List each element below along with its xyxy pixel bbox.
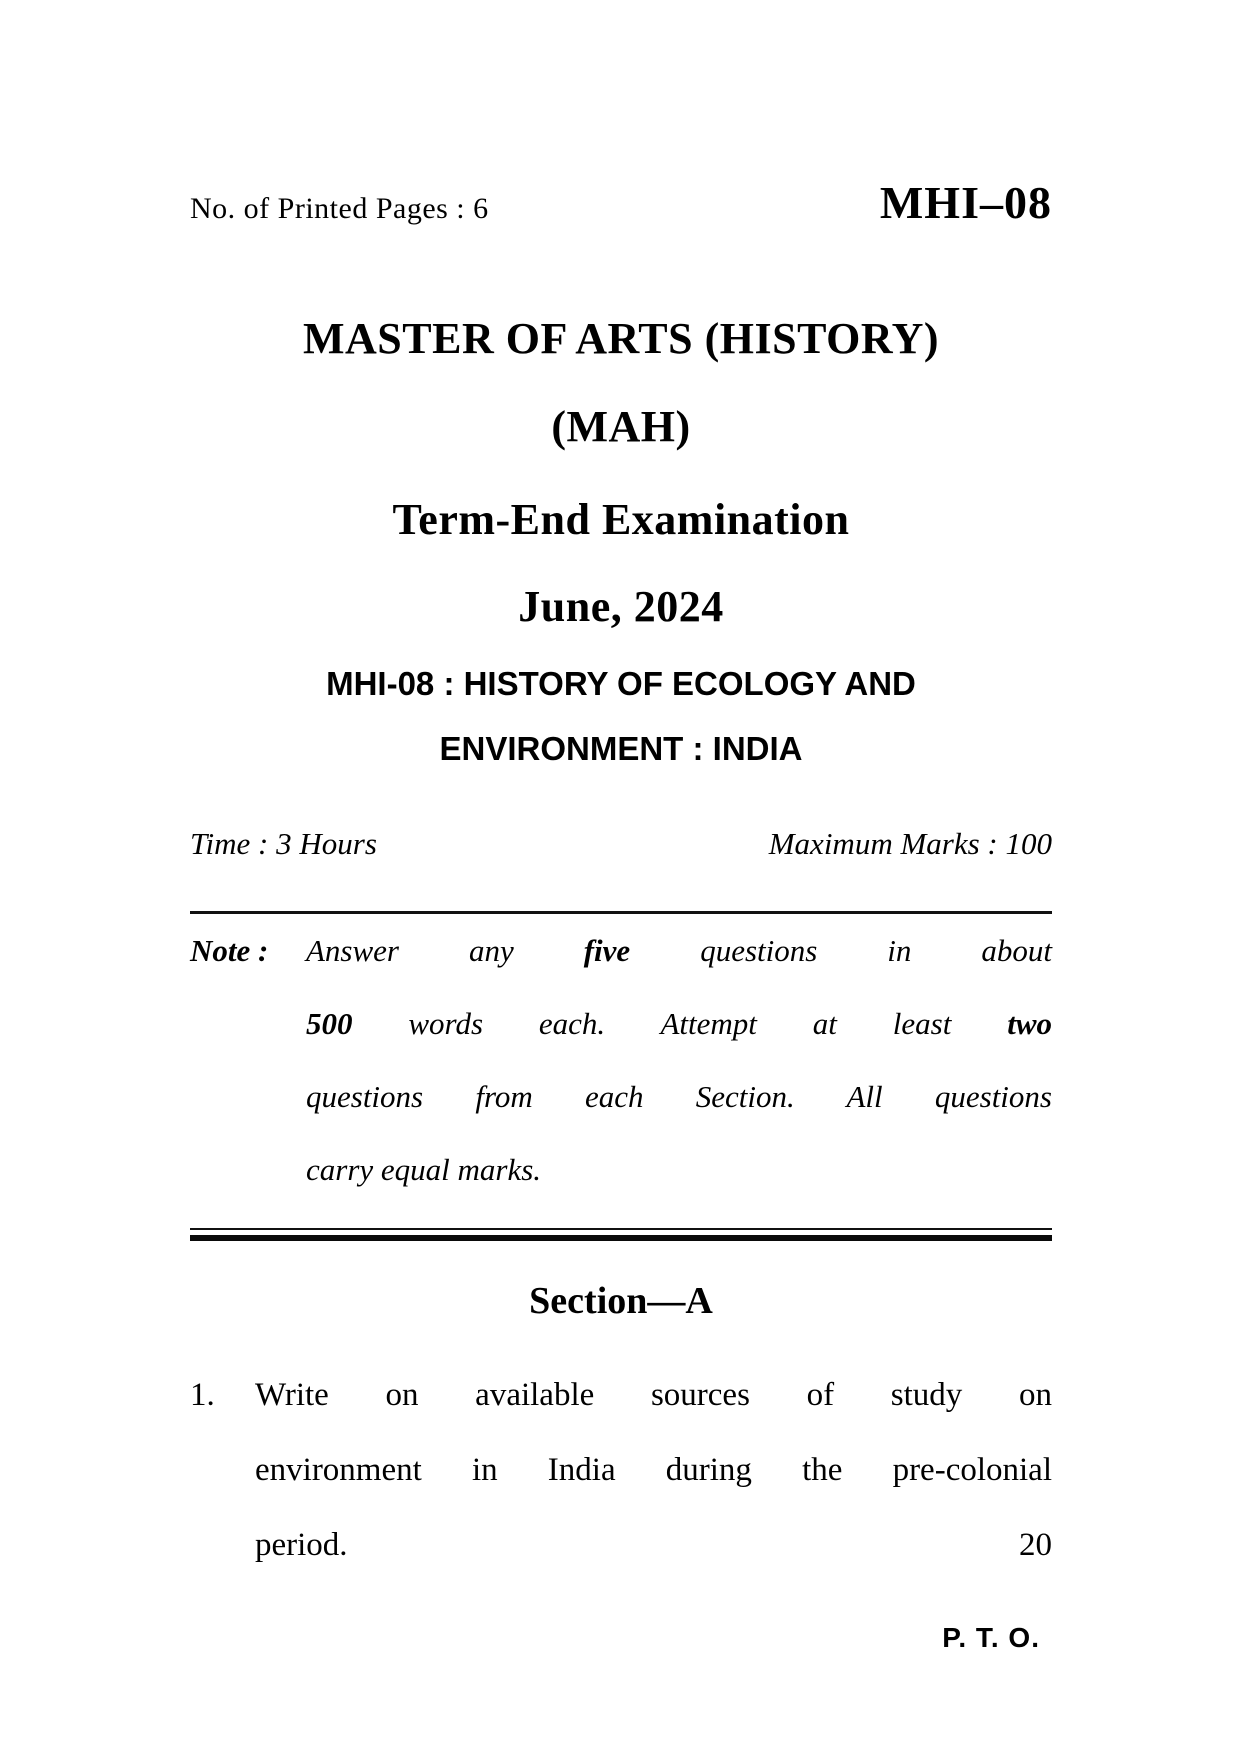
program-title: MASTER OF ARTS (HISTORY) — [302, 314, 939, 363]
page-header — [190, 176, 1052, 229]
note-line — [306, 1133, 1052, 1206]
note-line — [306, 1060, 1052, 1133]
course-title-line2: ENVIRONMENT : INDIA — [439, 730, 803, 767]
time-marks-row — [190, 826, 1052, 862]
exam-title: Term-End Examination — [392, 495, 850, 544]
paper-code: MHI–08 — [879, 177, 1052, 228]
horizontal-rule-double-thin — [190, 1228, 1052, 1230]
note-segment: questions in about — [630, 933, 1052, 968]
note-emphasis: two — [1007, 1006, 1052, 1041]
note-segment: questions from each Section. All questions — [306, 1079, 1052, 1114]
question-marks: 20 — [1019, 1527, 1052, 1563]
note-segment: words each. Attempt at least — [352, 1006, 1008, 1041]
question-line: Write on available sources of study on — [255, 1377, 1052, 1413]
page-turn-over-label: P. T. O. — [942, 1622, 1040, 1653]
note-label: Note : — [190, 933, 269, 968]
question-number: 1. — [190, 1377, 215, 1413]
time-allowed: Time : 3 Hours — [190, 826, 377, 861]
note-line — [306, 914, 1052, 987]
section-heading: Section—A — [529, 1280, 713, 1322]
horizontal-rule-double-thick — [190, 1235, 1052, 1241]
note-segment: Answer any — [306, 933, 584, 968]
maximum-marks: Maximum Marks : 100 — [768, 826, 1052, 861]
question-last-line-row — [255, 1508, 1052, 1583]
note-segment: carry equal marks. — [306, 1152, 542, 1187]
note-line — [306, 987, 1052, 1060]
question-line: period. — [255, 1527, 348, 1563]
course-title-line1: MHI-08 : HISTORY OF ECOLOGY AND — [326, 665, 916, 702]
note-emphasis: five — [583, 933, 631, 968]
question-text — [255, 1358, 1052, 1583]
note-emphasis: 500 — [306, 1006, 353, 1041]
printed-pages-label: No. of Printed Pages : 6 — [190, 192, 489, 225]
program-abbreviation: (MAH) — [551, 402, 691, 451]
question-line: environment in India during the pre-colonial — [255, 1452, 1052, 1488]
note-text — [306, 914, 1052, 1206]
exam-session: June, 2024 — [518, 582, 724, 631]
